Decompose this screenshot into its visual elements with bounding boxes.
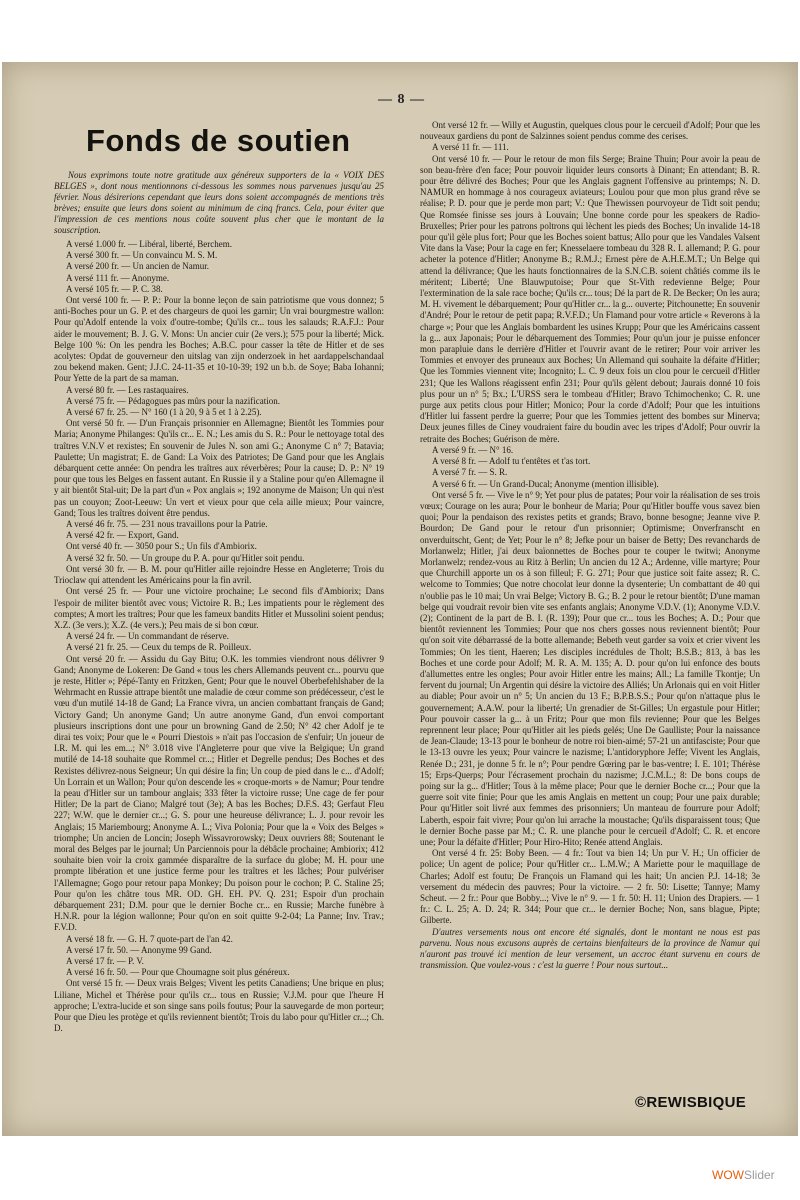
- donation-entry: Ont versé 100 fr. — P. P.: Pour la bonne leçon de sain patriotisme que vous donnez; 5 anti-Boches pour un G. P. et des chargeurs de quoi les garnir; Un vrai bourgmestre wallon: Pour qu'Adolf entende la voix d'outre-tombe; Qu'ils cr... tous les salauds; R.A.F.J.: Pour aider le mouvement; B. J. G. V. Mons: Un ancier cuir (2e vers.); 575 pour la liberté; Mick. Belge 100 %: On les pendra les Boches; A.B.C. pour casser la tête de Hitler et de ses acolytes: Opdat de gouverneur den uitslag van zijn onderzoek in het aardappelschandaal zou bekend maken. Gent; J.J.C. 24-11-35 et 10-10-39; 192 un b.b. de Soye; Baba Iohanni; Pour Yette de la part de sa maman.: [54, 295, 384, 384]
- donation-entry: Ont versé 5 fr. — Vive le n° 9; Yet pour plus de patates; Pour voir la réalisation de ses trois vœux; Courage on les aura; Pour le bonheur de Maria; Pour qu'Hitler bouffe vous savez bien quoi; Pour la pendaison des rexistes petits et grands; Bravo, bonne besogne; Jeanne vive P. Bourdon; De Gand pour le retour d'un prisonnier; Optimisme; Onverfranscht en onverduitscht, Gent; de Yet; Pour le n° 8; Jefke pour un baiser de Betty; Des revanchards de Morlanwelz; Hitler, j'ai deux baïonnettes de Boches pour te couper le twitwi; Anonyme Morlanwelz; rendez-vous au Ritz à Berlin; Un ancien du 12 A.; Ardenne, ville martyre; Pour que Churchill apporte un os à son filleul; F. G. 271; Pour que justice soit faite assez; R. C. welcome to Tommies; Que notre chocolat leur donne la dysenterie; Un combattant de 40 qui n'oublie pas le 10 mai; Un vrai Belge; Victory B. G.; B. 2 pour le retour bientôt; D'une maman belge qui voudrait revoir bien vite ses enfants anglais; Anonyme V.D.V. (1); Anonyme V.D.V. (2); Continent de la part de B. I. (R. 139); Pour que cr... tous les Boches; A. D.; Pour que bientôt reviennent les Tommies; Pour que nos chers gosses nous reviennent bientôt; Pour qu'on soit vite débarrassé de la botte allemande; Bebeth veut garder sa voix et crier vivent les Tommies; On les tient, Haeren; Les disciples incrédules de Tholt; B.S.B.; 813, à bas les Boches et une corde pour Adolf; M. R. A. M. 135; A. D. pour qu'on lui enfonce des bouts d'allumettes entre les ongles; Pour avoir Hitler entre les mains; All.; La famille Tkontje; Un fervent du journal; Un Argentin qui désire la victoire des Alliés; Un Arlonais qui en voit Hitler au diable; Pour avoir un n° 5; Un ancien du 13 F.; B.P.B.S.S.; Pour qu'on n'attaque plus le gouvernement; A.A.W. pour la liberté; Un grenadier de St-Gilles; Un ergastule pour Hitler; Pour pouvoir casser la g... à un Fritz; Pour que mon fils revienne; Pour que les Belges reprennent leur place; Pour qu'Hitler ait les pieds gelés; Une De Gaulliste; Pour la naissance de Jean-Claude; 13-13 pour le bonheur de notre roi bien-aimé; 57-21 un antifasciste; Pour que le 13-13 ouvre les yeux; Pour vaincre le nazisme; L'antidoryphore Jeffe; Vivent les Anglais, Renée D.; 231, je donne 5 fr. le n°; Pour pendre Gœring par le bas-ventre; I. E. 101; Thérèse 15; Erps-Querps; Pour l'écrasement prochain du nazisme; J.C.M.L.; 8: De bons coups de poing sur la g... d'Hitler; Tous à la même place; Pour que le dernier Boche cr...; Pour que la guerre soit vite finie; Pour que les amis Anglais en mettent un coup; Pour une paix durable; Pour qu'Hitler soit livré aux femmes des prisonniers; Un manteau de fourrure pour Adolf; Laberth, espoir fait vivre; Pour qu'on lui arrache la moustache; Qu'ils disparaissent tous; Que le dernier Boche passe par M.; C. R. une planche pour le cercueil d'Adolf; C. R. et encore une; Pour la défaite d'Hitler; Pour Hiro-Hito; Renée attend Anglais.: [420, 489, 760, 847]
- closing-note: D'autres versements nous ont encore été signalés, dont le montant ne nous est pas parvenu. Nous nous excusons auprès de certains bienfaiteurs de la province de Namur qui n'auront pas trouvé ici mention de leur versement, un accroc étant survenu en cours de transmission. Que voulez-vous : c'est la guerre ! Pour nous surtout...: [420, 926, 760, 971]
- donation-entry: A versé 1.000 fr. — Libéral, liberté, Berchem.: [66, 239, 232, 249]
- slider-brand: [712, 1168, 775, 1182]
- donation-entry: Ont versé 20 fr. — Assidu du Gay Bitu; O.K. les tommies viendront nous délivrer 9 Gand; Anonyme de Lokeren: De Gand « tous les chers Allemands peuvent cr... pourvu que je reste, Hitler »; Pépé-Tanty en Fritzken, Gent; Pour que le nouvel Oberbefehlshaber de la Wehrmacht en Russie attrape bientôt une maladie de cœur comme son prédécesseur, c'est le vœu d'un mutilé 14-18 de Gand; La France vivra, un ancien combattant français de Gand; Victory Gand; Un anonyme Gand; Un autre anonyme Gand, d'un envoi comportant plusieurs inscriptions dont une pour un browning Gand de 2.50; N° 42 cher Adolf je te dirai tes voix; Pour que le « Pourri Diestois » n'ait pas l'occasion de s'enfuir; Un joueur de I.R. M. qui les em...; N° 3.018 vive l'Angleterre pour que vive la Belgique; Un grand mutilé de 14-18 souhaite que Rommel cr...; Hitler et Degrelle pendus; Des Boches et des Rexistes délivrez-nous Seigneur; Un qui désire la fin; Un coup de pied dans le c... d'Adolf; Un Lorrain et un Wallon; Pour qu'on descende les « croque-morts » de Namur; Pour tendre la peau d'Hitler sur un tambour anglais; 333 fêter la victoire russe; Une cage de fer pour Hitler; De la part de Ciano; Malgré tout (3e); A bas les Boches; D.F.S. 43; Gerfaut Fleu 227; W.W. que le dernier cr...; G. S. pour une heureuse délivrance; L. J. pour revoir les Anglais; 15 Mariembourg; Anonyme A. L.; Viva Polonia; Pour que la « Voix des Belges » triomphe; Un ancien de Loncin; Joseph Wissavrorowsky; Deux ouvriers 88; Soutenant le moral des Belges par le journal; Un Parciennois pour la débâcle prochaine; Ambiorix; 412 souhaite bien voir la croix gammée disparaître de la surface du globe; M. H. pour une prompte libération et une justice ferme pour les traîtres et les lâches; Pour pulvériser l'Allemagne; Gogo pour retour papa Monkey; Du poison pour le cochon; P. C. Staline 25; Pour qu'on les châtre tous MR. OD. GH. EH. PV. Q. 231; Espoir d'un prochain débarquement 231; D.M. pour que le dernier Boche cr... en Russie; Marche funèbre à H.N.R. pour la légion wallonne; Pour qu'on en soit quitte 9-2-04; La Panne; Inv. Trav.; F.V.D.: [54, 653, 384, 933]
- donation-entry: Ont versé 12 fr. — Willy et Augustin, quelques clous pour le cercueil d'Adolf; Pour que les nouveaux gardiens du pont de Salzinnes soient pendus comme des cerises.: [420, 120, 760, 142]
- donation-entry: Ont versé 50 fr. — D'un Français prisonnier en Allemagne; Bientôt les Tommies pour Maria; Anonyme Philanges: Qu'ils cr... E. N.; Les amis du S. R.: Pour le nettoyage total des traîtres V.N.V et rexistes; En souvenir de Jules N. son ami G.; Anonyme C n° 7; Batavia; Paulette; Un magistrat; E. de Gand: La Voix des Patriotes; De Gand pour que les Anglais débarquent cette année: On pendra les traîtres aux réverbères; Pour la cause; D. P.: N° 19 pour que tous les Belges en fassent autant. En Russie il y a Staline pour qu'en Allemagne il y ait bientôt Stal-uit; De la part d'un « Pox anglais »; 192 anonyme de Maison; Un qui n'est pas un couyon; Zoot-Leeuw: Un vert et vieux pour que cela aille mieux; Pour vaincre, Gand; Tous les traîtres doivent être pendus.: [54, 418, 384, 518]
- donation-entry: A versé 18 fr. — G. H. 7 quote-part de l'an 42.: [66, 933, 233, 944]
- donation-entry: Ont versé 30 fr. — B. M. pour qu'Hitler aille rejoindre Hesse en Angleterre; Trois du Trioclaw qui attendent les Américains pour la fin avril.: [54, 563, 384, 586]
- newspaper-page: [2, 62, 798, 1136]
- donation-entry: A versé 105 fr. — P. C. 38.: [66, 283, 163, 294]
- donation-entry: A versé 111 fr. — Anonyme.: [66, 272, 170, 283]
- left-column: [54, 114, 384, 1034]
- donation-entry: A versé 16 fr. 50. — Pour que Choumagne soit plus généreux.: [66, 967, 290, 978]
- page-number: — 8 —: [378, 92, 425, 107]
- right-donation-list: [420, 120, 760, 927]
- donation-entry: A versé 42 fr. — Export, Gand.: [66, 530, 179, 541]
- donation-entry: A versé 6 fr. — Un Grand-Ducal; Anonyme (mention illisible).: [432, 478, 659, 489]
- slider-brand-prefix: WOW: [712, 1168, 744, 1182]
- copyright-watermark: ©REWISBIQUE: [635, 1094, 747, 1111]
- donation-entry: Ont versé 15 fr. — Deux vrais Belges; Vivent les petits Canadiens; Une brique en plus; Liliane, Michel et Thérèse pour qu'ils cr... tous en Russie; V.J.M. pour que l'heure H approche; L'extra-lucide et son singe sans poils foutus; Pour la sauvegarde de mon porteur; Pour que Dieu les protège et qu'ils reviennent bientôt; Trois du labo pour qu'Hitler cr...; Ch. D.: [54, 978, 384, 1034]
- article-intro: Nous exprimons toute notre gratitude aux généreux supporters de la « VOIX DES BELGES », dont nous mentionnons ci-dessous les sommes nous parvenues jusqu'au 25 février. Nous désirerions cependant que leurs dons soient accompagnés de mentions très brèves; ensuite que leurs dons soient au minimum de cinq francs. Cela, pour éviter que l'impression de ces mentions nous coûte souvent plus cher que le montant de la souscription.: [54, 170, 384, 235]
- left-donation-list: [54, 239, 384, 1034]
- article-title: Fonds de soutien: [86, 123, 351, 158]
- donation-entry: A versé 17 fr. — P. V.: [66, 956, 144, 966]
- donation-entry: A versé 300 fr. — Un convaincu M. S. M.: [66, 250, 218, 261]
- slider-brand-suffix: Slider: [744, 1168, 775, 1182]
- donation-entry: A versé 11 fr. — 111.: [432, 142, 509, 153]
- donation-entry: Ont versé 10 fr. — Pour le retour de mon fils Serge; Braine Thuin; Pour avoir la peau de son beau-frère d'en face; Pour pouvoir liquider leurs consorts à Dinant; En attendant; B. R. pour être délivré des Boches; Pour que les Anglais gagnent l'offensive au printemps; N. D. NAMUR en hommage à nos courageux aviateurs; Loulou pour que mon plus grand rêve se réalise; P. D. pour que je perde mon part; V.: Que Thewissen pourvoyeur de Tidt soit pendu; Que Romsée finisse ses jours à Louvain; Une bonne corde pour les speakers de Radio-Bruxelles; Prier pour les patrons poltrons qui lèchent les pieds des Boches; Un invalide 14-18 pour qu'il gèle plus fort; Pour que les Boches soient battus; Allo pour que les Vandales Valsent Vite dans la Vase; Pour la cage en fer; Knesselaere tombeau du 328 R. I. allemand; P. G. pour acheter la potence d'Hitler; Anonyme B.; R.M.J.; Ernest père de A.H.E.M.T.; Un Belge qui attend la délivrance; Que les hauts fonctionnaires de la S.N.C.B. soient châtiés comme ils le méritent; Liberté; Une Blauwputoise; Pour que St-Vith redevienne Belge; Pour l'extermination de la sale race boche; Qu'ils cr... tous; Dé la part de R. De Becker; On les aura; M. H. vivement le débarquement; Pour qu'Hitler cr... la g... ouverte; Pitchounette; En souvenir d'André; Pour le retour de petit papa; R.V.F.D.; Un Flamand pour votre article « Reverons à la charge »; Pour que les Anglais bombardent les usines Krupp; Pour que les Américains cassent la g... aux Japonais; Pour le débarquement des Tommies; Pour qu'un jour je puisse enfoncer mon parapluie dans le derrière d'Hitler et l'ouvrir avant de le retirer; Pour voir arriver les Tommies et envoyer des pruneaux aux Boches; Un Allemand qui souhaite la défaite d'Hitler; Que les Tommies viennent vite; Incognito; L. C. 9 deux fois un clou pour le cercueil d'Hitler 231; Que les Wallons réagissent enfin 231; Pour qu'ils gèlent debout; Jaurais donné 10 fois plus pour un n° 5; Bx.; L'URSS sera le tombeau d'Hitler; Bravo Tchimochenko; C. R. une purge aux petits clous pour Hitler; Monico; Pour la corde d'Adolf; Pour que les intuitions d'Hitler lui fassent perdre la guerre; Pour que les Tommies jettent des bombes sur Minerva; Deux jeunes filles de Ciney voudraient faire du boudin avec les tripes d'Adolf; Pour ouvrir la retraite des Boches; Guérison de mère.: [420, 153, 760, 444]
- donation-entry: Ont versé 25 fr. — Pour une victoire prochaine; Le second fils d'Ambiorix; Dans l'espoir de militer bientôt avec vous; Victoire R. B.; Les impatients pour le règlement des comptes; A mort les traîtres; Pour que les fameux bandits Hitler et Mussolini soient pendus; X.Z. (3e vers.); X.Z. (4e vers.); Peu mais de si bon cœur.: [54, 586, 384, 630]
- donation-entry: A versé 200 fr. — Un ancien de Namur.: [66, 261, 209, 272]
- donation-entry: A versé 7 fr. — S. R.: [432, 467, 508, 478]
- donation-entry: A versé 8 fr. — Adolf tu t'entêtes et t'as tort.: [432, 456, 591, 467]
- donation-entry: A versé 9 fr. — N° 16.: [432, 444, 514, 455]
- donation-entry: A versé 24 fr. — Un commandant de réserve.: [66, 631, 229, 642]
- donation-entry: Ont versé 40 fr. — 3050 pour S.; Un fils d'Ambiorix.: [66, 541, 257, 552]
- donation-entry: A versé 17 fr. 50. — Anonyme 99 Gand.: [66, 944, 212, 955]
- donation-entry: A versé 67 fr. 25. — N° 160 (1 à 20, 9 à 5 et 1 à 2.25).: [66, 407, 262, 418]
- donation-entry: A versé 46 fr. 75. — 231 nous travaillons pour la Patrie.: [66, 519, 268, 530]
- donation-entry: A versé 80 fr. — Les rastaquaires.: [66, 384, 189, 395]
- donation-entry: Ont versé 4 fr. 25: Boby Been. — 4 fr.: Tout va bien 14; Un pur V. H.; Un officier de police; Un agent de police; Pour qu'Hitler cr... L.M.W.; A Mariette pour le maquillage de Charles; Adolf est foutu; De François un Flamand qui les hait; Un ancien P.J. 14-18; 3e versement du médecin des pauvres; Pour la victoire. — 2 fr. 50: Lisette; Tannye; Mamy Scheut. — 2 fr.: Pour que Bobby...; Vive le n° 9. — 1 fr. 50: H. 11; Union des Drapiers. — 1 fr.: C. L. 25; A. D. 24; R. 344; Pour que cr... le dernier Boche; Non, sans blague, Pipte; Gilberte.: [420, 848, 760, 926]
- donation-entry: A versé 21 fr. 25. — Ceux du temps de R. Poilleux.: [66, 642, 252, 653]
- donation-entry: A versé 75 fr. — Pédagogues pas mûrs pour la nazification.: [66, 395, 280, 406]
- right-column: [420, 120, 760, 971]
- donation-entry: A versé 32 fr. 50. — Un groupe du P. A. pour qu'Hitler soit pendu.: [66, 552, 305, 563]
